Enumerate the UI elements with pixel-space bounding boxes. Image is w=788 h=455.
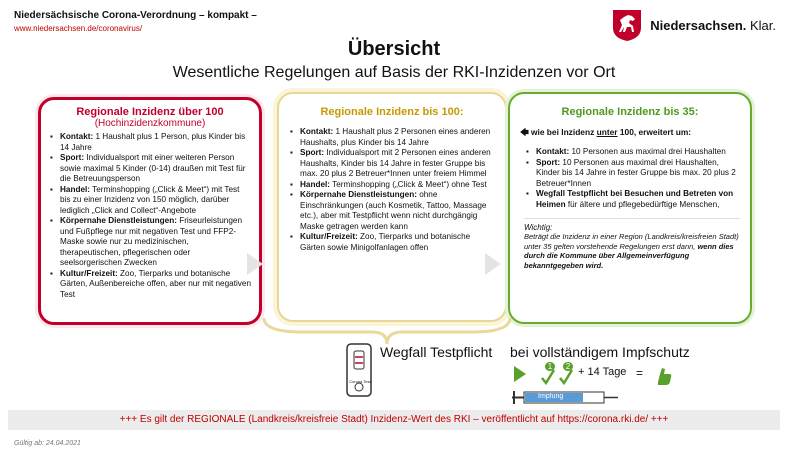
test-cassette-icon bbox=[346, 343, 372, 397]
card-incidence-over-100 bbox=[38, 97, 262, 325]
card-yellow-heading: Regionale Inzidenz bis 100: bbox=[320, 106, 464, 118]
card-red-subheading: (Hochinzidenzkommune) bbox=[94, 118, 206, 129]
list-item: ▪ Sport: Individualsport mit 2 Personen eines anderen Haushalts, Kinder bis 14 Jahre in fester Gruppe bis max. 20 plus 2 Betreuer*Innen unter freiem Himmel bbox=[300, 148, 495, 180]
logo-suffix: Klar. bbox=[746, 17, 776, 33]
card-yellow-list bbox=[289, 127, 495, 253]
list-item: ▪ Kontakt: 1 Haushalt plus 1 Person, plus Kinder bis 14 Jahre bbox=[60, 132, 251, 153]
card-green-heading: Regionale Inzidenz bis 35: bbox=[561, 106, 699, 118]
logo-main: Niedersachsen. bbox=[650, 17, 747, 33]
list-item: ▪ Handel: Terminshopping („Click & Meet“) mit Test bis zu einer Inzidenz von 150 möglich, darüber lediglich „Click and Collect“-Angebote bbox=[60, 185, 251, 217]
page-subtitle: Wesentliche Regelungen auf Basis der RKI-Inzidenzen vor Ort bbox=[172, 64, 616, 81]
list-item: ▪ Wegfall Testpflicht bei Besuchen und Betreten von Heimen für ältere und pflegebedürftige Menschen, bbox=[536, 189, 740, 210]
syringe-label: Impfung bbox=[538, 393, 564, 400]
note-body: Beträgt die Inzidenz in einer Region (Landkreis/kreisfreien Stadt) unter 35 gelten vorstehende Regelungen erst dann, wenn dies durch die Kommune über Allgemeinverfügung bekanntgegeben wird. bbox=[524, 232, 739, 270]
impfschutz-text: bei vollständigem Impfschutz bbox=[510, 344, 690, 360]
card-red-list bbox=[49, 132, 251, 300]
arrow-right-icon bbox=[247, 253, 263, 275]
card-green-note bbox=[524, 218, 740, 270]
card-green-list bbox=[520, 147, 740, 210]
valid-date: Gültig ab: 24.04.2021 bbox=[14, 440, 81, 447]
plus-days-text: + 14 Tage bbox=[578, 366, 627, 378]
niedersachsen-logo bbox=[610, 8, 776, 42]
page-title: Übersicht bbox=[347, 38, 441, 60]
card-green-lead: 🡄 wie bei Inzidenz unter 100, erweitert um: bbox=[520, 127, 692, 137]
list-item: ▪ Handel: Terminshopping („Click & Meet“) ohne Test bbox=[300, 180, 495, 191]
brace-shape bbox=[262, 316, 512, 346]
header-url-link[interactable]: www.niedersachsen.de/coronavirus/ bbox=[14, 24, 143, 33]
horse-crest-icon bbox=[610, 8, 644, 42]
dose-1-badge: 1 bbox=[545, 362, 555, 371]
arrow-left-icon: 🡄 bbox=[520, 127, 529, 137]
list-item: ▪ Körpernahe Dienstleistungen: ohne Einschränkungen (auch Kosmetik, Tattoo, Massage etc.), aber mit Testpflicht wenn nicht durchgängig Maske getragen werden kann bbox=[300, 190, 495, 232]
wegfall-text: Wegfall Testpflicht bbox=[380, 344, 493, 360]
note-title: Wichtig: bbox=[524, 223, 553, 232]
list-item: ▪ Kultur/Freizeit: Zoo, Tierparks und botanische Gärten, Außenbereiche offen, aber nur mit negativen Test bbox=[60, 269, 251, 301]
list-item: ▪ Kontakt: 10 Personen aus maximal drei Haushalten bbox=[536, 147, 740, 158]
list-item: ▪ Kultur/Freizeit: Zoo, Tierparks und botanische Gärten sowie Minigolfanlagen offen bbox=[300, 232, 495, 253]
card-incidence-under-100 bbox=[277, 92, 507, 322]
card-red-heading: Regionale Inzidenz über 100 bbox=[76, 106, 224, 118]
equals-sign: = bbox=[636, 366, 644, 380]
card-incidence-under-35 bbox=[508, 92, 752, 324]
list-item: ▪ Kontakt: 1 Haushalt plus 2 Personen eines anderen Haushalts, plus Kinder bis 14 Jahre bbox=[300, 127, 495, 148]
test-label: Corona Test bbox=[349, 379, 371, 384]
vaccination-graphic bbox=[510, 360, 690, 405]
list-item: ▪ Sport: 10 Personen aus maximal drei Haushalten, Kinder bis 14 Jahre in fester Gruppe bis max. 20 plus 2 Betreuer*Innen bbox=[536, 158, 740, 190]
header-title: Niedersächsische Corona-Verordnung – kompakt – bbox=[14, 10, 257, 21]
logo-wordmark bbox=[650, 18, 776, 33]
footer-banner: +++ Es gilt der REGIONALE (Landkreis/kreisfreie Stadt) Inzidenz-Wert des RKI – veröffentlicht auf https://corona.rki.de/ +++ bbox=[8, 410, 780, 430]
arrow-right-icon bbox=[485, 253, 501, 275]
list-item: ▪ Sport: Individualsport mit einer weiteren Person sowie maximal 5 Kinder (0-14) draußen mit Test für die Betreuungsperson bbox=[60, 153, 251, 185]
dose-2-badge: 2 bbox=[563, 362, 573, 371]
list-item: ▪ Körpernahe Dienstleistungen: Friseurleistungen und Fußpflege nur mit negativen Test und FFP2-Maske sowie nur zu medizinischen, therapeutischen, pflegerischen oder seelsorgerischen Zwecken bbox=[60, 216, 251, 269]
